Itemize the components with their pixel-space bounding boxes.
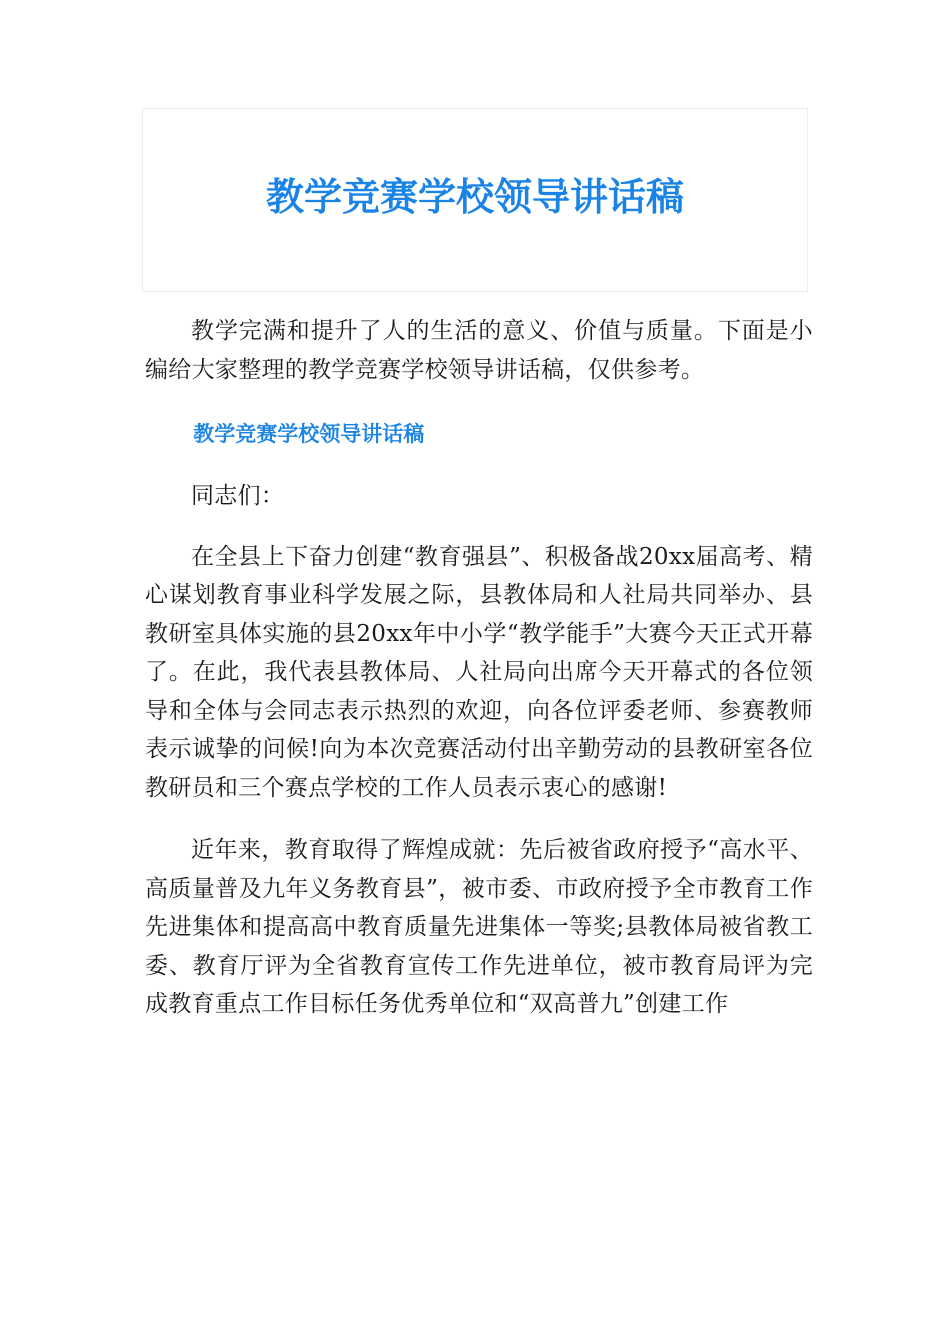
salutation: 同志们： [191, 483, 285, 509]
body-paragraph-2: 近年来，教育取得了辉煌成就：先后被省政府授予“高水平、高质量普及九年义务教育县”，被市委、市政府授予全市教育工作先进集体和提高高中教育质量先进集体一等奖;县教体局被省教工委、教育厅评为全省教育宣传工作先进单位，被市教育局评为完成教育重点工作目标任务优秀单位和“双高普九”创建工作 [145, 837, 813, 1017]
body-paragraph-1: 在全县上下奋力创建“教育强县”、积极备战20xx届高考、精心谋划教育事业科学发展之际，县教体局和人社局共同举办、县教研室具体实施的县20xx年中小学“教学能手”大赛今天正式开幕了。在此，我代表县教体局、人社局向出席今天开幕式的各位领导和全体与会同志表示热烈的欢迎，向各位评委老师、参赛教师表示诚挚的问候!向为本次竞赛活动付出辛勤劳动的县教研室各位教研员和三个赛点学校的工作人员表示衷心的感谢! [145, 543, 813, 801]
document-title: 教学竞赛学校领导讲话稿 [265, 175, 684, 219]
title-frame [142, 108, 808, 292]
section-heading: 教学竞赛学校领导讲话稿 [193, 422, 425, 446]
intro-paragraph: 教学完满和提升了人的生活的意义、价值与质量。下面是小编给大家整理的教学竞赛学校领导讲话稿，仅供参考。 [145, 318, 813, 383]
document-body [145, 312, 813, 1024]
